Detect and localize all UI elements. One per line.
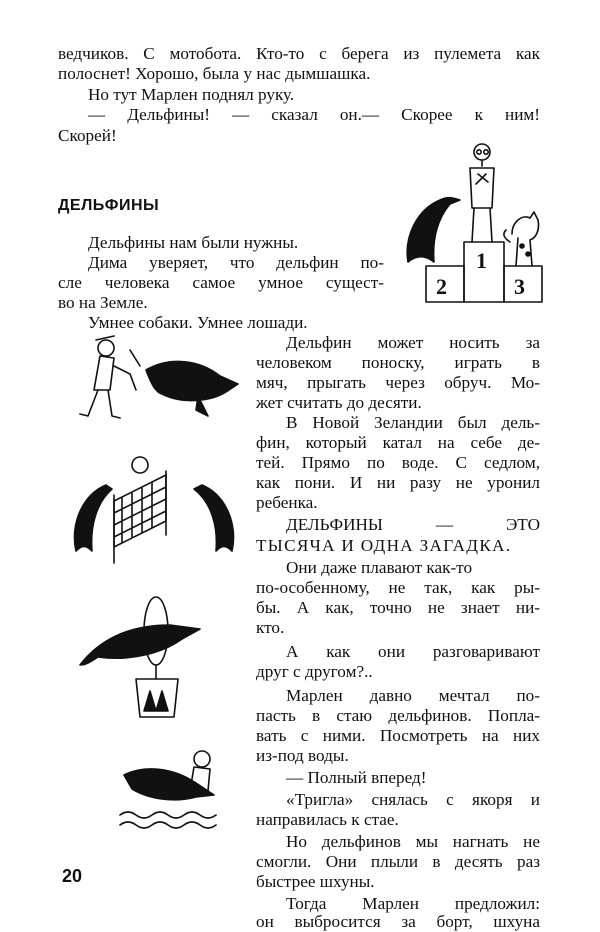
text-line: фин, который катал на себе де- xyxy=(256,433,540,452)
text-line: как пони. И ни разу не уронил xyxy=(256,473,540,492)
text-line: Дельфин может носить за xyxy=(286,333,540,352)
water-waves xyxy=(120,812,216,828)
text-line: Скорей! xyxy=(58,126,117,145)
dolphin-left xyxy=(74,485,112,551)
dolphin-right xyxy=(194,485,234,551)
man-head xyxy=(98,340,114,356)
podium-label-1: 1 xyxy=(476,248,487,273)
man-body xyxy=(94,336,114,390)
text-line: быстрее шхуны. xyxy=(256,872,375,891)
text-line: из-под воды. xyxy=(256,746,349,765)
text-line: полоснет! Хорошо, была у нас дымшашка. xyxy=(58,64,371,83)
text-line: смогли. Они плыли в десять раз xyxy=(256,852,540,871)
dolphin-carrying-stick xyxy=(146,361,238,400)
podium-label-2: 2 xyxy=(436,274,447,299)
text-line: «Тригла» снялась с якоря и xyxy=(286,790,540,809)
text-line: Они даже плавают как-то xyxy=(286,558,473,577)
text-line: — Полный вперед! xyxy=(286,768,427,787)
dolphin-jumping xyxy=(80,625,200,665)
boy-head xyxy=(194,751,210,767)
podium-illustration xyxy=(398,138,548,308)
text-line: Дельфины нам были нужны. xyxy=(88,233,299,252)
text-line: пасть в стаю дельфинов. Попла- xyxy=(256,706,540,725)
boy-riding-illustration xyxy=(118,745,233,835)
text-line: по-особенному, не так, как ры- xyxy=(256,578,540,597)
text-line: ребенка. xyxy=(256,493,318,512)
text-line: ведчиков. С мотобота. Кто-то с берега из пулемета как xyxy=(58,44,540,63)
walking-man-illustration xyxy=(70,330,245,430)
emphasis-line: ДЕЛЬФИНЫ — ЭТО xyxy=(286,515,540,534)
dolphin-standing xyxy=(407,198,460,262)
man-body xyxy=(470,160,494,208)
hoop-jump-illustration xyxy=(70,595,220,720)
text-line: Дима уверяет, что дельфин по- xyxy=(88,253,384,272)
text-line: сле человека самое умное сущест- xyxy=(58,273,384,292)
text-line: во на Земле. xyxy=(58,293,148,312)
text-line: жет считать до десяти. xyxy=(256,393,422,412)
text-line: А как они разговаривают xyxy=(286,642,540,661)
text-line: кто. xyxy=(256,618,285,637)
text-line: он выбросится за борт, шхуна xyxy=(256,912,540,931)
text-line: тей. Прямо по воде. С седлом, xyxy=(256,453,540,472)
text-line: мяч, прыгать через обруч. Мо- xyxy=(256,373,540,392)
volleyball-net xyxy=(114,475,166,547)
volleyball-illustration xyxy=(62,455,247,565)
section-heading: ДЕЛЬФИНЫ xyxy=(58,197,160,214)
text-line: Тогда Марлен предложил: xyxy=(286,894,540,913)
text-line: Марлен давно мечтал по- xyxy=(286,686,540,705)
emphasis-line: ТЫСЯЧА И ОДНА ЗАГАДКА. xyxy=(256,536,512,555)
podium-label-3: 3 xyxy=(514,274,525,299)
text-line: В Новой Зеландии был дель- xyxy=(286,413,540,432)
text-line: человеком поноску, играть в xyxy=(256,353,540,372)
text-line: — Дельфины! — сказал он.— Скорее к ним! xyxy=(88,105,540,124)
ball xyxy=(132,457,148,473)
text-line: Умнее собаки. Умнее лошади. xyxy=(88,313,308,332)
text-line: вать с ними. Посмотреть на них xyxy=(256,726,540,745)
text-line: Но тут Марлен поднял руку. xyxy=(88,85,295,104)
text-line: друг с другом?.. xyxy=(256,662,373,681)
text-line: Но дельфинов мы нагнать не xyxy=(286,832,540,851)
page-number: 20 xyxy=(62,866,83,886)
text-line: бы. А как, точно не знает ни- xyxy=(256,598,540,617)
dog xyxy=(504,212,539,266)
text-line: направилась к стае. xyxy=(256,810,399,829)
